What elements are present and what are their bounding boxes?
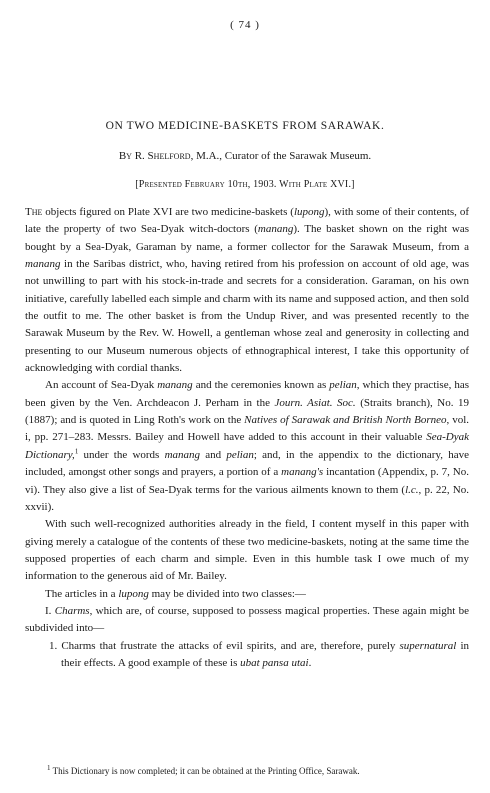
footnote-text: This Dictionary is now completed; it can be obtained at the Printing Office, Sarawak. bbox=[50, 766, 360, 776]
paragraph-4 bbox=[25, 586, 469, 603]
text: and bbox=[200, 448, 227, 461]
text: The articles in a bbox=[45, 587, 119, 600]
italic-term: manang bbox=[157, 379, 193, 392]
author-name: R. Shelford bbox=[134, 150, 191, 162]
paragraph-lead: The bbox=[25, 206, 43, 218]
text: ; and, in the appendix to the dictionary, have included, amongst other songs and prayers, a portion of a bbox=[25, 448, 469, 479]
footnote bbox=[25, 766, 469, 776]
italic-term: Journ. Asiat. Soc. bbox=[274, 396, 356, 409]
text: in the Saribas district, who, having retired from his profession on account of old age, was not unwilling to part with his stock-in-trade and secrets for a consideration. Garaman, on his own initiative, carefully labelled each simple and charm with its name and supposed action, and then sold the outfit to me. The other basket is from the Undup River, and was presented recently to the Sarawak Museum by the Rev. W. Howell, a gentleman whose zeal and generosity in collecting and presenting to our Museum numerous objects of ethnographical interest, I take this opportunity of acknowledging with cordial thanks. bbox=[25, 258, 469, 375]
italic-term: ubat pansa utai bbox=[240, 656, 309, 669]
text: ). The basket shown on the right was bought by a Sea-Dyak, Garaman by name, a former collector for the Sarawak Museum, from a bbox=[25, 223, 469, 253]
text: ), with some of their contents, of late the property of two Sea-Dyak witch-doctors ( bbox=[25, 206, 469, 236]
paragraph-5 bbox=[25, 603, 469, 638]
italic-term: lupong bbox=[293, 206, 325, 218]
text: under the words bbox=[78, 448, 165, 461]
list-number: 1. bbox=[49, 639, 58, 652]
footnote-number: 1 bbox=[47, 764, 51, 772]
byline bbox=[0, 150, 490, 162]
italic-term: l.c. bbox=[405, 483, 419, 496]
footnote-marker: 1 bbox=[74, 447, 79, 456]
italic-term: lupong bbox=[118, 587, 149, 600]
text: , p. 22, No. xxvii). bbox=[25, 483, 469, 513]
author-affiliation: , M.A., Curator of the Sarawak Museum. bbox=[190, 150, 372, 162]
italic-term: pelian bbox=[329, 379, 357, 392]
italic-term: manang's bbox=[281, 466, 324, 479]
article-title: ON TWO MEDICINE-BASKETS FROM SARAWAK. bbox=[105, 120, 385, 132]
text: Charms that frustrate the attacks of evil spirits, and are, therefore, purely bbox=[57, 639, 400, 652]
text: An account of Sea-Dyak bbox=[45, 379, 158, 392]
page-number: ( 74 ) bbox=[230, 19, 260, 31]
italic-term: manang bbox=[257, 223, 294, 236]
text: (Straits branch), No. 19 (1887); and is quoted in Ling Roth's work on the bbox=[25, 396, 469, 427]
paragraph-1 bbox=[25, 204, 469, 377]
italic-term: pelian bbox=[226, 448, 254, 461]
text: , which are, of course, supposed to possess magical properties. These again might be subdivided into— bbox=[25, 604, 469, 635]
list-item bbox=[25, 638, 469, 673]
text: and the ceremonies known as bbox=[192, 379, 330, 392]
text: , which they practise, has been given by the Ven. Archdeacon J. Perham in the bbox=[25, 379, 470, 409]
article-body bbox=[25, 204, 469, 672]
italic-term: Charms bbox=[54, 604, 90, 617]
italic-term: Sea-Dyak Dictionary, bbox=[25, 431, 469, 461]
text: , vol. i, pp. 271–283. Messrs. Bailey and Howell have added to this account in their valuable bbox=[25, 414, 469, 444]
text: in their effects. A good example of these is bbox=[61, 639, 469, 669]
paragraph-3: With such well-recognized authorities already in the field, I content myself in this paper with giving merely a catalogue of the contents of these two medicine-baskets, noting at the same time the supposed properties of each charm and simple. Even in this humble task I owe much of my information to the generous aid of Mr. Bailey. bbox=[25, 518, 469, 583]
italic-term: manang bbox=[25, 258, 61, 271]
paragraph-2 bbox=[25, 377, 469, 516]
text: may be divided into two classes:— bbox=[148, 587, 306, 600]
text: incantation (Appendix, p. 7, No. vi). They also give a list of Sea-Dyak terms for the various ailments known to them ( bbox=[25, 466, 469, 496]
presentation-note: [Presented February 10th, 1903. With Plate XVI.] bbox=[135, 179, 355, 190]
italic-term: manang bbox=[164, 448, 201, 461]
byline-by: By bbox=[118, 150, 132, 162]
italic-term: supernatural bbox=[399, 639, 457, 652]
text: I. bbox=[45, 604, 55, 617]
italic-term: Natives of Sarawak and British North Borneo bbox=[244, 414, 447, 427]
text: . bbox=[308, 656, 312, 669]
text: objects figured on Plate XVI are two medicine-baskets ( bbox=[42, 206, 294, 218]
